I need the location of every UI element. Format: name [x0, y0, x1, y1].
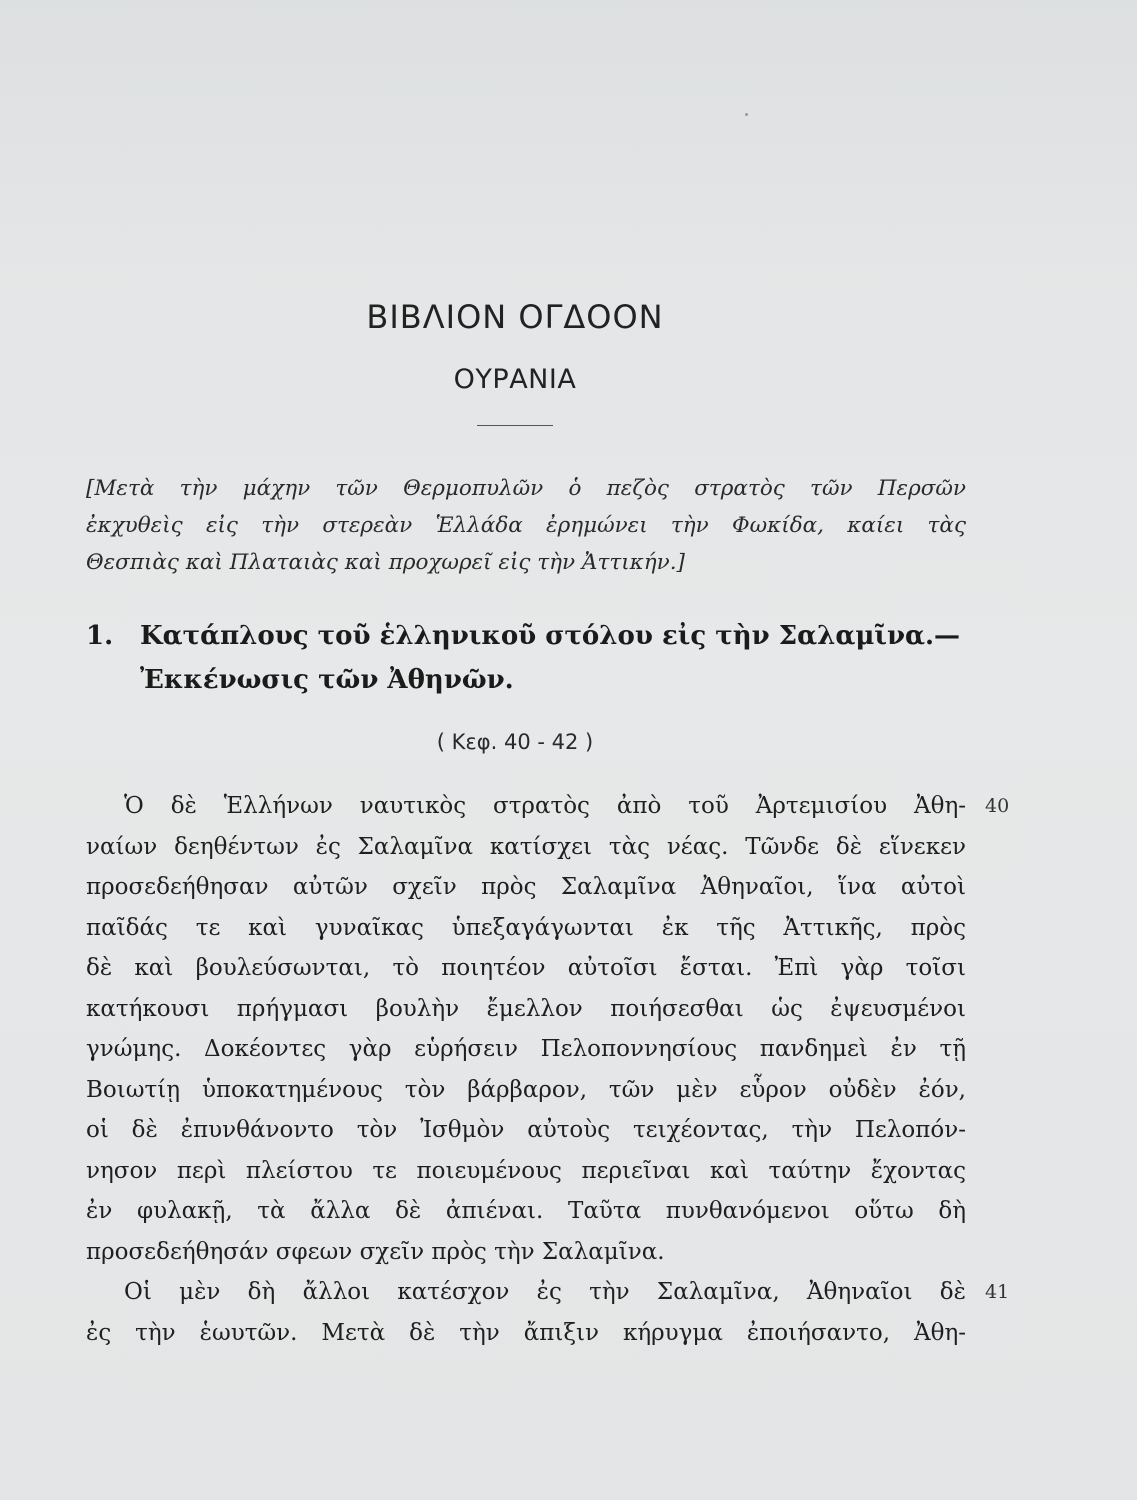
chapter-reference: ( Κεφ. 40 - 42 ): [436, 730, 594, 754]
body-line: Οἱ μὲν δὴ ἄλλοι κατέσχον ἐς τὴν Σαλαμῖνα, Ἀθηναῖοι δὲ: [124, 1279, 966, 1305]
summary-line: ἐκχυθεὶς εἰς τὴν στερεὰν Ἑλλάδα ἐρημώνει τὴν Φωκίδα, καίει τὰς: [86, 513, 966, 538]
body-line: νησον περὶ πλείστου τε ποιευμένους περιεῖναι καὶ ταύτην ἔχοντας: [86, 1157, 966, 1184]
section-title-line1: Κατάπλους τοῦ ἑλληνικοῦ στόλου εἰς τὴν Σαλαμῖνα.—: [140, 621, 961, 651]
section-title-line2: Ἐκκένωσις τῶν Ἀθηνῶν.: [140, 665, 514, 695]
title-divider: [477, 425, 553, 426]
body-line: προσεδεήθησάν σφεων σχεῖν πρὸς τὴν Σαλαμῖνα.: [86, 1238, 665, 1265]
body-line: ναίων δεηθέντων ἐς Σαλαμῖνα κατίσχει τὰς νέας. Τῶνδε δὲ εἵνεκεν: [86, 833, 966, 860]
body-line: Ὁ δὲ Ἑλλήνων ναυτικὸς στρατὸς ἀπὸ τοῦ Ἀρτεμισίου Ἀθη-: [124, 793, 966, 819]
show-through-shading: [0, 0, 1137, 280]
body-line: οἱ δὲ ἐπυνθάνοντο τὸν Ἰσθμὸν αὐτοὺς τειχέοντας, τὴν Πελοπόν-: [86, 1117, 966, 1143]
body-line: ἐν φυλακῇ, τὰ ἄλλα δὲ ἀπιέναι. Ταῦτα πυνθανόμενοι οὕτω δὴ: [86, 1198, 966, 1224]
body-line: Βοιωτίῃ ὑποκατημένους τὸν βάρβαρον, τῶν μὲν εὗρον οὐδὲν ἐόν,: [86, 1076, 966, 1103]
chapter-summary: [86, 470, 966, 581]
body-line: κατήκουσι πρήγμασι βουλὴν ἔμελλον ποιήσεσθαι ὡς ἐψευσμένοι: [86, 995, 966, 1022]
summary-line: [Μετὰ τὴν μάχην τῶν Θερμοπυλῶν ὁ πεζὸς στρατὸς τῶν Περσῶν: [86, 476, 966, 501]
body-line: ἐς τὴν ἑωυτῶν. Μετὰ δὲ τὴν ἄπιξιν κήρυγμα ἐποιήσαντο, Ἀθη-: [86, 1319, 966, 1346]
body-line: προσεδεήθησαν αὐτῶν σχεῖν πρὸς Σαλαμῖνα Ἀθηναῖοι, ἵνα αὐτοὶ: [86, 874, 966, 900]
section-number: 1.: [86, 621, 114, 651]
body-text: [86, 786, 966, 1353]
section-heading: [86, 614, 966, 702]
summary-line: Θεσπιὰς καὶ Πλαταιὰς καὶ προχωρεῖ εἰς τὴν Ἀττικήν.]: [86, 550, 685, 575]
body-line: παῖδάς τε καὶ γυναῖκας ὑπεξαγάγωνται ἐκ τῆς Ἀττικῆς, πρὸς: [86, 914, 966, 941]
margin-chapter-number: 41: [985, 1281, 1010, 1303]
paper-speck: [745, 113, 748, 116]
body-line: γνώμης. Δοκέοντες γὰρ εὑρήσειν Πελοποννησίους πανδημεὶ ἐν τῇ: [86, 1036, 966, 1062]
body-line: δὲ καὶ βουλεύσωνται, τὸ ποιητέον αὐτοῖσι ἔσται. Ἐπὶ γὰρ τοῖσι: [86, 955, 966, 981]
book-subtitle: ΟΥΡΑΝΙΑ: [453, 364, 577, 395]
margin-chapter-number: 40: [985, 795, 1010, 817]
book-title: ΒΙΒΛΙΟΝ ΟΓΔΟΟΝ: [366, 298, 664, 336]
